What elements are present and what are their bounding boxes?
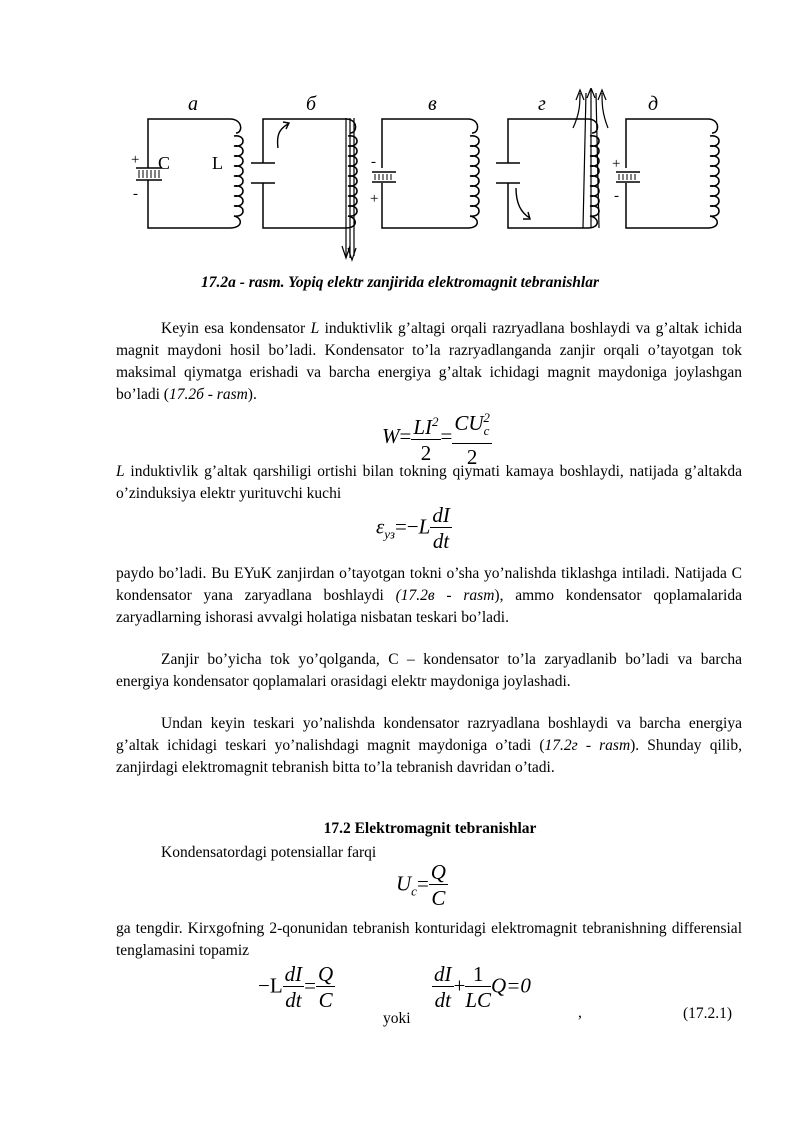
inductor-label: L — [212, 153, 223, 173]
circuit-d — [612, 93, 719, 228]
circuit-g — [496, 88, 608, 228]
section-heading: 17.2 Elektromagnit tebranishlar — [323, 820, 537, 837]
label-v: в — [428, 93, 437, 115]
yoki-word: yoki — [383, 1010, 411, 1027]
svg-text:-: - — [371, 154, 376, 170]
equation-number: (17.2.1) — [683, 1005, 733, 1022]
paragraph-5: Undan keyin teskari yo’nalishda kondensator razryadlana boshlaydi va barcha energiya g’altak ichidagi teskari yo’nalishdagi magnit maydoniga o’tadi (17.2г - rasm). Shunday qilib, zanjirdagi elektromagnit tebranish bitta to’la tebranish davridan o’tadi. — [116, 715, 742, 776]
label-b: б — [306, 93, 317, 115]
label-a: а — [188, 93, 198, 115]
differential-equation-right: $\frac{dI}{dt}$ + $\frac{1}{LC}$ Q=0 — [434, 962, 531, 1012]
paragraph-4: Zanjir bo’yicha tok yo’qolganda, C – kondensator to’la zaryadlanib bo’ladi va barcha energiya kondensator qoplamalari orasidagi elektr maydoniga joylashadi. — [116, 651, 742, 690]
paragraph-1: Keyin esa kondensator L induktivlik g’altagi orqali razryadlana boshlaydi va g’altak ichida magnit maydoni hosil bo’ladi. Kondensator to’la razryadlanganda zanjir orqali o’tayotgan tok maksimal qiymatga erishadi va barcha energiya g’altak ichidagi magnit maydoniga joylashgan bo’ladi (17.2б - rasm). — [116, 320, 742, 403]
figure-caption: 17.2a - rasm. Yopiq elektr zanjirida elektromagnit tebranishlar — [200, 274, 600, 291]
differential-equation-left: −L $\frac{dI}{dt}$ = $\frac{Q}{C}$ — [258, 962, 334, 1012]
circuit-b — [251, 93, 357, 260]
svg-text:+: + — [131, 152, 140, 168]
energy-equation: W= $\frac{LI^2}{2}$ = $\frac{CU_c^2}{2}$ — [382, 406, 492, 470]
lc-circuits-figure — [118, 88, 748, 273]
svg-text:-: - — [133, 186, 138, 202]
paragraph-7: ga tengdir. Kirxgofning 2-qonunidan tebranish konturidagi elektromagnit tebranishning differensial tenglamasini topamiz — [116, 920, 742, 959]
svg-text:+: + — [612, 156, 621, 172]
label-d: д — [648, 93, 659, 115]
paragraph-6: Kondensatordagi potensiallar farqi — [161, 844, 377, 861]
circuit-a — [131, 93, 243, 228]
svg-text:-: - — [614, 188, 619, 204]
equation-comma: , — [578, 1004, 582, 1021]
paragraph-3: paydo bo’ladi. Bu EYuK zanjirdan o’tayotgan tokni o’sha yo’nalishda tiklashga intiladi. Natijada C kondensator yana zaryadlana boshlaydi (17.2в - rasm), ammo kondensator qoplamalarida zaryadlarning ishorasi avvalgi holatiga nisbatan teskari bo’ladi. — [116, 565, 742, 626]
circuit-v — [370, 93, 479, 228]
capacitor-label: C — [158, 153, 171, 173]
label-g: г — [538, 93, 546, 115]
voltage-equation: $U_c=$ $\frac{Q}{C}$ — [396, 860, 446, 910]
emf-equation: $\varepsilon_{уз}=-L$ $\frac{dI}{dt}$ — [376, 503, 450, 553]
svg-text:+: + — [370, 191, 379, 207]
paragraph-2: L induktivlik g’altak qarshiligi ortishi bilan tokning qiymati kamaya boshlaydi, natijada g’altakda o’zinduksiya elektr yurituvchi kuchi — [116, 463, 742, 502]
